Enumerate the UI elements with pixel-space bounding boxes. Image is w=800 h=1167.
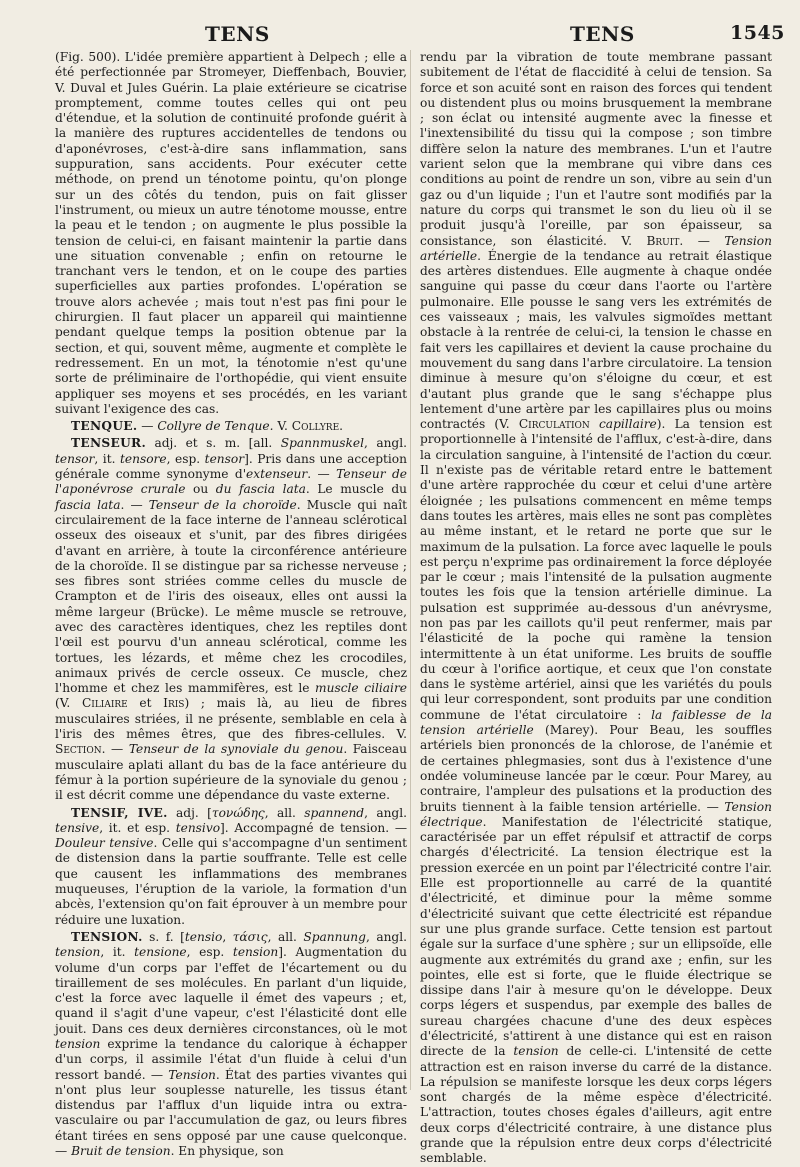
- paragraph-text: (Fig. 500). L'idée première appartient à Delpech ; elle a été perfectionnée par Stromeyer, Dieffenbach, Bouvier, V. Duval et Jules Guérin. La plaie extérieure se cicatrise promptement, comme toutes celles qui ont peu d'étendue, et la solution de continuité profonde guérit à la manière des ruptures accidentelles de tendons ou d'aponévroses, c'est-à-dire sans inflammation, sans suppuration, sans accidents. Pour exécuter cette méthode, on prend un ténotome pointu, qu'on plonge sur un des côtés du tendon, puis on fait glisser l'instrument, ou mieux un autre ténotome mousse, entre la peau et le tendon ; on augmente le plus possible la tension de celui-ci, en faisant maintenir la partie dans une situation convenable ; enfin on retourne le tranchant vers le tendon, et on le coupe des parties superficielles aux parties profondes. L'opération se trouve alors achevée ; mais tout n'est pas fini pour le chirurgien. Il faut placer un appareil qui maintienne pendant quelque temps la position obtenue par la section, et qui, souvent même, augmente et complète le redressement. En un mot, la ténotomie n'est qu'une sorte de préliminaire de l'orthopédie, qui vient ensuite appliquer ses moyens et ses procédés, en les variant suivant l'exigence des cas.: [55, 50, 407, 416]
- entry-text: . Le muscle du: [305, 482, 407, 497]
- entry-text: s. f. [: [142, 929, 185, 944]
- entry-text: ) ; mais là, au lieu de fibres musculaires striées, il ne présente, semblable en cela à l'iris des mêmes êtres, que des fibres-cellules. V.: [55, 696, 408, 742]
- entry-text: , angl.: [364, 805, 408, 820]
- entry-text: , angl.: [365, 929, 408, 944]
- entry-text: ]. Pris dans une acception générale comme synonyme d': [55, 451, 407, 482]
- entry-text: adj. [: [167, 805, 212, 820]
- entry-italic: tension: [232, 945, 279, 960]
- entry-text: et: [127, 696, 164, 711]
- entry-text: ou: [185, 482, 216, 497]
- entry-text: . —: [307, 467, 337, 482]
- entry-italic: fascia lata: [55, 497, 121, 512]
- entry-text: , all.: [264, 805, 305, 820]
- entry-text: . Manifestation de l'électricité statique, caractérisée par un effet répulsif et attractif de corps chargés d'électricité. La tension électrique est la pression exercée en un point par l'électricité contre l'air. Elle est proportionnelle au carré de la quantité d'électricité, et diminue pour la même somme d'électricité suivant que cette électricité est répandue sur une plus grande surface. Cette tension est partout égale sur la surface d'une sphère ; sur un ellipsoïde, elle augmente aux extrémités du grand axe ; enfin, sur les pointes, elle est si forte, que le fluide électrique se dissipe dans l'air à mesure qu'on le développe. Deux corps légers et suspendus, par exemple des balles de sureau chargées chacune d'une des deux espèces d'électricité, s'attirent à une distance qui est en raison directe de la: [420, 814, 772, 1059]
- entry-italic: spannend: [304, 805, 365, 820]
- entry-text: , esp.: [166, 451, 205, 466]
- entry-italic: capillaire: [589, 417, 657, 432]
- entry-tension: [55, 930, 407, 1159]
- entry-italic: Spannmuskel: [280, 436, 364, 451]
- tenotomie-continuation: [55, 50, 407, 417]
- entry-italic: Tenseur de la choroïde: [148, 497, 297, 512]
- running-head-right: TENS: [570, 22, 635, 46]
- entry-text: . Celle qui s'accompagne d'un sentiment de distension dans la partie souffrante. Telle est celle que causent les inflammations des membranes muqueuses, l'éruption de la variole, la formation d'un abcès, l'extension qu'on fait éprouver à un membre pour réduire une luxation.: [55, 836, 407, 927]
- entry-italic: tensor: [204, 451, 245, 466]
- entry-italic: tensivo: [175, 820, 221, 835]
- entry-text: . —: [679, 233, 725, 248]
- entry-italic: tensio: [184, 929, 223, 944]
- entry-text: . —: [120, 497, 149, 512]
- entry-text: ]. Augmentation du volume d'un corps par l'effet de l'écartement ou du tiraillement de ses molécules. En parlant d'un liquide, c'est la force avec laquelle il émet des vapeurs ; et, quand il s'agit d'une vapeur, c'est l'élasticité dont elle jouit. Dans ces deux dernières circonstances, où le mot: [55, 945, 407, 1036]
- entry-text: , it.: [94, 451, 120, 466]
- entry-tenseur: [55, 436, 407, 803]
- entry-italic: tension: [55, 945, 101, 960]
- headword-tenque: TENQUE.: [71, 419, 138, 434]
- entry-italic: muscle ciliaire: [315, 681, 407, 696]
- entry-tenque: [55, 419, 407, 434]
- cross-reference: Circulation: [518, 417, 590, 432]
- cross-reference: Bruit: [646, 233, 680, 248]
- entry-text: exprime la tendance du calorique à échapper d'un corps, il assimile l'état d'un fluide à celui d'un ressort bandé. —: [55, 1037, 407, 1082]
- entry-italic: Tenseur de la synoviale du genou: [128, 742, 344, 757]
- entry-italic: τονώδης: [211, 805, 265, 820]
- entry-text: , esp.: [186, 945, 233, 960]
- cross-reference: Iris: [163, 696, 185, 711]
- entry-italic: tensor: [55, 451, 95, 466]
- entry-text: . Muscle qui naît circulairement de la face interne de l'anneau sclérotical osseux des oiseaux et s'unit, par des fibres dirigées d'avant en arrière, à toute la circonférence antérieure de la choroïde. Il se distingue par sa richesse nerveuse ; ses fibres sont striées comme celles du muscle de Crampton et de l'iris des oiseaux, elles ont aussi la même largeur (Brücke). Le même muscle se retrouve, avec des caractères identiques, chez les reptiles dont l'œil est pourvu d'un anneau sclérotical, comme les tortues, les lézards, et même chez les crocodiles, animaux privés de cercle osseux. Ce muscle, chez l'homme et chez les mammifères, est le: [55, 497, 407, 696]
- entry-text: , it. et esp.: [99, 820, 176, 835]
- entry-italic: tensore: [120, 451, 167, 466]
- cross-reference: Section: [55, 742, 102, 757]
- entry-text: adj. et s. m. [all.: [146, 436, 281, 451]
- entry-text: , angl.: [364, 436, 408, 451]
- entry-italic: tension: [55, 1037, 101, 1051]
- entry-text: de celle-ci. L'intensité de cette attraction est en raison inverse du carré de la distance. La répulsion se manifeste lorsque les deux corps légers sont chargés de la même espèce d'électricité. L'attraction, toutes choses égales d'ailleurs, agit entre deux corps d'électricité contraire, à une distance plus grande que la répulsion entre deux corps d'électricité semblable.: [420, 1044, 772, 1166]
- column-divider: [410, 50, 411, 1090]
- entry-italic: Douleur tensive: [55, 836, 154, 851]
- headword-tensif: TENSIF, IVE.: [71, 805, 168, 820]
- cross-reference: Ciliaire: [81, 696, 128, 711]
- entry-text: ,: [222, 929, 233, 944]
- entry-italic: extenseur: [246, 467, 308, 482]
- entry-text: . Faisceau musculaire aplati allant du bas de la face antérieure du fémur à la portion supérieure de la synoviale du genou ; il est décrit comme une dépendance du vaste externe.: [55, 742, 408, 803]
- entry-italic: Collyre de Tenque.: [157, 419, 274, 434]
- tension-continuation: [420, 50, 772, 1167]
- entry-italic: Spannung: [303, 929, 366, 944]
- headword-tension: TENSION.: [71, 929, 143, 944]
- entry-italic: Tension: [168, 1067, 216, 1082]
- entry-italic: Tension électrique: [420, 799, 772, 829]
- entry-text: . Énergie de la tendance au retrait élastique des artères distendues. Elle augmente à chaque ondée sanguine qui passe du cœur dans l'aorte ou l'artère pulmonaire. Elle pousse le sang vers les extrémités de ces vaisseaux ; mais, les valvules sigmoïdes mettant obstacle à la rentrée de celui-ci, la tension le chasse en fait vers les capillaires et devient la cause prochaine du mouvement du sang dans l'arbre circulatoire. La tension diminue à mesure qu'on s'éloigne du cœur, et est d'autant plus grande que le sang s'échappe plus lentement d'une artère par les capillaires plus ou moins contractés (V.: [420, 248, 772, 432]
- entry-italic: tension: [513, 1044, 559, 1059]
- entry-text: (V.: [55, 696, 82, 711]
- entry-text: ]. Accompagné de tension. —: [220, 820, 408, 835]
- running-head-left: TENS: [205, 22, 270, 46]
- left-column: [55, 50, 408, 1159]
- entry-text: V.: [273, 419, 292, 434]
- entry-italic: Bruit de tension: [71, 1144, 171, 1159]
- entry-italic: tensive: [55, 820, 100, 835]
- cross-reference: Collyre.: [291, 419, 344, 434]
- entry-italic: tensione: [134, 945, 187, 960]
- entry-text: —: [137, 419, 158, 434]
- entry-text: (Marey). Pour Beau, les souffles artériels bien prononcés de la chlorose, de l'anémie et de certaines phlegmasies, sont dus à l'existence d'une ondée volumineuse lancée par le cœur. Pour Marey, au contraire, l'ampleur des pulsations et la production des bruits tiennent à la faible tension artérielle. —: [420, 723, 772, 814]
- entry-text: . —: [101, 742, 129, 757]
- entry-text: , it.: [100, 945, 135, 960]
- entry-italic: Tension artérielle: [420, 233, 772, 263]
- right-column: [420, 50, 772, 1166]
- entry-italic: la faiblesse de la tension artérielle: [420, 707, 772, 738]
- headword-tenseur: TENSEUR.: [71, 436, 146, 451]
- entry-tensif: [55, 806, 407, 928]
- entry-text: . État des parties vivantes qui n'ont plus leur souplesse naturelle, les tissus étant distendus par l'afflux d'un liquide intra ou extra-vasculaire ou par l'accumulation de gaz, ou leurs fibres étant tirées en sens opposé par une cause quelconque. —: [55, 1067, 407, 1159]
- entry-text: rendu par la vibration de toute membrane passant subitement de l'état de flaccidité à celui de tension. Sa force et son acuité sont en raison des forces qui tendent ou distendent plus ou moins brusquement la membrane ; son éclat ou intensité augmente avec la finesse et l'inextensibilité du tissu qui la compose ; son timbre diffère selon la nature des membranes. L'un et l'autre varient selon que la membrane qui vibre dans ces conditions au point de rendre un son, vibre au sein d'un gaz ou d'un liquide ; l'un et l'autre sont modifiés par la nature du corps qui transmet le son du lieu où il se produit jusqu'à l'oreille, par son épaisseur, sa consistance, son élasticité. V.: [420, 50, 772, 248]
- entry-text: . En physique, son: [170, 1144, 284, 1159]
- entry-text: ). La tension est proportionnelle à l'intensité de l'afflux, c'est-à-dire, dans la circulation sanguine, à l'intensité de l'action du cœur. Il n'existe pas de véritable retard entre le battement d'une artère rapprochée du cœur et celui d'une artère éloignée ; les pulsations commencent en même temps dans toutes les artères, mais elles ne sont pas complètes au même instant, et le retard ne porte que sur le maximum de la pulsation. La force avec laquelle le pouls est perçu n'exprime pas ordinairement la force déployée par le cœur ; mais l'intensité de la pulsation augmente toutes les fois que la tension artérielle diminue. La pulsation est supprimée au-dessous d'un anévrysme, non pas par les caillots qu'il peut renfermer, mais par l'élasticité de la poche qui ramène la tension intermittente à un état uniforme. Les bruits de souffle du cœur à l'orifice aortique, et ceux que l'on constate dans le système artériel, ainsi que les variétés du pouls qui leur correspondent, sont produits par une condition commune de l'état circulatoire :: [420, 417, 772, 722]
- entry-text: , all.: [267, 929, 304, 944]
- page-number: 1545: [730, 22, 785, 44]
- entry-italic: Tenseur de l'aponévrose crurale: [55, 467, 408, 497]
- entry-italic: du fascia lata: [215, 482, 306, 497]
- entry-italic: τάσις: [232, 929, 268, 944]
